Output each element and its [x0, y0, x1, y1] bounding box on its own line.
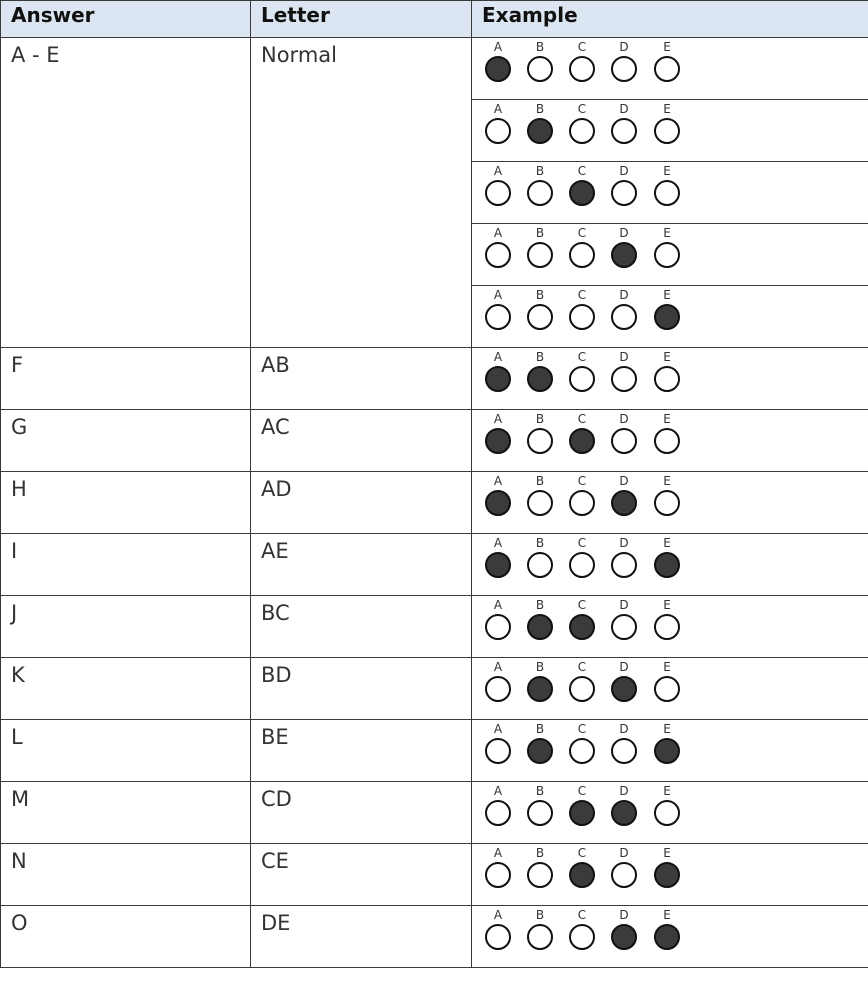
bubble-option — [525, 846, 555, 888]
empty-bubble-icon — [527, 552, 553, 578]
empty-bubble-icon — [527, 800, 553, 826]
letter-cell: BD — [251, 658, 472, 720]
bubble-option — [609, 226, 639, 268]
filled-bubble-icon — [569, 614, 595, 640]
bubble-option — [525, 598, 555, 640]
empty-bubble-icon — [569, 924, 595, 950]
bubble-letter: B — [535, 40, 545, 54]
bubble-letter: B — [535, 226, 545, 240]
bubble-option — [567, 474, 597, 516]
bubble-option — [567, 598, 597, 640]
bubble-letter: A — [493, 288, 503, 302]
answer-cell: F — [1, 348, 251, 410]
bubble-option — [609, 412, 639, 454]
bubble-letter: A — [493, 350, 503, 364]
empty-bubble-icon — [569, 242, 595, 268]
bubble-option — [483, 660, 513, 702]
bubble-letter: B — [535, 412, 545, 426]
bubble-group — [472, 534, 868, 595]
answer-cell: M — [1, 782, 251, 844]
bubble-letter: A — [493, 226, 503, 240]
bubble-letter: A — [493, 660, 503, 674]
bubble-letter: E — [663, 164, 671, 178]
filled-bubble-icon — [569, 800, 595, 826]
bubble-group — [472, 720, 868, 781]
example-cell — [472, 348, 868, 410]
bubble-option — [652, 598, 682, 640]
bubble-letter: C — [577, 412, 587, 426]
filled-bubble-icon — [611, 800, 637, 826]
empty-bubble-icon — [569, 676, 595, 702]
bubble-option — [525, 536, 555, 578]
empty-bubble-icon — [527, 924, 553, 950]
empty-bubble-icon — [527, 180, 553, 206]
example-cell — [472, 472, 868, 534]
empty-bubble-icon — [654, 56, 680, 82]
bubble-option — [652, 474, 682, 516]
bubble-option — [609, 40, 639, 82]
bubble-letter: D — [619, 846, 629, 860]
empty-bubble-icon — [527, 242, 553, 268]
bubble-group — [472, 410, 868, 471]
filled-bubble-icon — [485, 366, 511, 392]
bubble-letter: E — [663, 288, 671, 302]
filled-bubble-icon — [569, 862, 595, 888]
empty-bubble-icon — [611, 180, 637, 206]
bubble-option — [652, 164, 682, 206]
bubble-group — [472, 224, 868, 285]
empty-bubble-icon — [611, 552, 637, 578]
bubble-letter: B — [535, 846, 545, 860]
bubble-option — [525, 226, 555, 268]
example-cell — [472, 844, 868, 906]
letter-cell: Normal — [251, 38, 472, 348]
empty-bubble-icon — [485, 924, 511, 950]
bubble-letter: C — [577, 660, 587, 674]
bubble-option — [483, 102, 513, 144]
bubble-letter: C — [577, 102, 587, 116]
header-example: Example — [472, 1, 868, 38]
bubble-letter: D — [619, 722, 629, 736]
bubble-letter: A — [493, 474, 503, 488]
empty-bubble-icon — [527, 428, 553, 454]
letter-cell: AC — [251, 410, 472, 472]
bubble-option — [483, 350, 513, 392]
bubble-group — [472, 100, 868, 161]
empty-bubble-icon — [654, 242, 680, 268]
bubble-option — [652, 412, 682, 454]
bubble-letter: B — [535, 474, 545, 488]
bubble-letter: B — [535, 660, 545, 674]
filled-bubble-icon — [611, 676, 637, 702]
header-row — [1, 1, 868, 38]
bubble-option — [652, 350, 682, 392]
bubble-letter: A — [493, 40, 503, 54]
filled-bubble-icon — [485, 56, 511, 82]
bubble-option — [525, 102, 555, 144]
empty-bubble-icon — [485, 862, 511, 888]
bubble-letter: C — [577, 226, 587, 240]
bubble-option — [525, 288, 555, 330]
bubble-option — [567, 908, 597, 950]
filled-bubble-icon — [485, 428, 511, 454]
bubble-option — [483, 846, 513, 888]
bubble-letter: D — [619, 908, 629, 922]
bubble-option — [567, 288, 597, 330]
bubble-letter: D — [619, 412, 629, 426]
table-row — [1, 720, 868, 782]
empty-bubble-icon — [485, 614, 511, 640]
bubble-option — [567, 226, 597, 268]
bubble-option — [525, 40, 555, 82]
bubble-group — [472, 472, 868, 533]
bubble-letter: D — [619, 40, 629, 54]
bubble-letter: C — [577, 784, 587, 798]
filled-bubble-icon — [654, 924, 680, 950]
bubble-letter: D — [619, 598, 629, 612]
bubble-letter: E — [663, 908, 671, 922]
empty-bubble-icon — [611, 428, 637, 454]
bubble-letter: D — [619, 350, 629, 364]
filled-bubble-icon — [527, 676, 553, 702]
bubble-letter: B — [535, 288, 545, 302]
empty-bubble-icon — [611, 738, 637, 764]
answer-cell: J — [1, 596, 251, 658]
empty-bubble-icon — [485, 304, 511, 330]
table-row — [1, 534, 868, 596]
bubble-option — [525, 350, 555, 392]
bubble-letter: E — [663, 846, 671, 860]
empty-bubble-icon — [569, 304, 595, 330]
bubble-option — [609, 536, 639, 578]
bubble-option — [567, 102, 597, 144]
bubble-option — [609, 660, 639, 702]
answer-cell: I — [1, 534, 251, 596]
bubble-letter: B — [535, 598, 545, 612]
bubble-option — [652, 784, 682, 826]
empty-bubble-icon — [654, 490, 680, 516]
filled-bubble-icon — [527, 738, 553, 764]
empty-bubble-icon — [654, 800, 680, 826]
bubble-letter: D — [619, 660, 629, 674]
filled-bubble-icon — [569, 180, 595, 206]
filled-bubble-icon — [611, 490, 637, 516]
bubble-option — [652, 40, 682, 82]
bubble-letter: A — [493, 598, 503, 612]
bubble-letter: E — [663, 102, 671, 116]
header-answer: Answer — [1, 1, 251, 38]
filled-bubble-icon — [654, 552, 680, 578]
bubble-option — [609, 474, 639, 516]
bubble-option — [652, 722, 682, 764]
filled-bubble-icon — [485, 552, 511, 578]
bubble-option — [483, 908, 513, 950]
bubble-group — [472, 596, 868, 657]
bubble-letter: A — [493, 164, 503, 178]
empty-bubble-icon — [654, 366, 680, 392]
bubble-option — [609, 164, 639, 206]
bubble-option — [652, 102, 682, 144]
bubble-option — [483, 412, 513, 454]
filled-bubble-icon — [527, 366, 553, 392]
bubble-option — [525, 784, 555, 826]
bubble-group — [472, 348, 868, 409]
bubble-letter: C — [577, 164, 587, 178]
table-row — [1, 844, 868, 906]
bubble-letter: E — [663, 784, 671, 798]
empty-bubble-icon — [569, 490, 595, 516]
empty-bubble-icon — [527, 56, 553, 82]
bubble-letter: C — [577, 846, 587, 860]
bubble-letter: A — [493, 102, 503, 116]
bubble-option — [525, 722, 555, 764]
bubble-letter: A — [493, 846, 503, 860]
bubble-letter: B — [535, 536, 545, 550]
bubble-letter: D — [619, 102, 629, 116]
bubble-option — [483, 164, 513, 206]
example-cell — [472, 38, 868, 100]
empty-bubble-icon — [569, 738, 595, 764]
bubble-letter: C — [577, 536, 587, 550]
bubble-option — [567, 164, 597, 206]
table-row — [1, 472, 868, 534]
bubble-option — [567, 40, 597, 82]
empty-bubble-icon — [654, 676, 680, 702]
bubble-option — [567, 722, 597, 764]
empty-bubble-icon — [611, 614, 637, 640]
bubble-letter: A — [493, 908, 503, 922]
bubble-letter: E — [663, 536, 671, 550]
bubble-letter: E — [663, 474, 671, 488]
bubble-option — [609, 784, 639, 826]
bubble-letter: C — [577, 40, 587, 54]
bubble-letter: C — [577, 288, 587, 302]
bubble-letter: B — [535, 350, 545, 364]
bubble-letter: E — [663, 412, 671, 426]
bubble-option — [652, 536, 682, 578]
filled-bubble-icon — [611, 924, 637, 950]
empty-bubble-icon — [611, 56, 637, 82]
bubble-letter: E — [663, 226, 671, 240]
answer-cell: G — [1, 410, 251, 472]
bubble-option — [483, 598, 513, 640]
empty-bubble-icon — [654, 180, 680, 206]
empty-bubble-icon — [569, 56, 595, 82]
example-cell — [472, 658, 868, 720]
empty-bubble-icon — [569, 366, 595, 392]
answer-cell: H — [1, 472, 251, 534]
bubble-letter: D — [619, 226, 629, 240]
bubble-group — [472, 162, 868, 223]
bubble-letter: B — [535, 784, 545, 798]
bubble-option — [609, 350, 639, 392]
bubble-group — [472, 906, 868, 967]
header-letter: Letter — [251, 1, 472, 38]
filled-bubble-icon — [654, 304, 680, 330]
bubble-group — [472, 658, 868, 719]
answer-cell: L — [1, 720, 251, 782]
bubble-letter: A — [493, 412, 503, 426]
bubble-letter: A — [493, 722, 503, 736]
bubble-letter: A — [493, 536, 503, 550]
example-cell — [472, 410, 868, 472]
example-cell — [472, 906, 868, 968]
empty-bubble-icon — [654, 428, 680, 454]
example-cell — [472, 162, 868, 224]
bubble-letter: D — [619, 536, 629, 550]
bubble-option — [567, 536, 597, 578]
example-cell — [472, 534, 868, 596]
bubble-option — [609, 598, 639, 640]
bubble-option — [525, 660, 555, 702]
empty-bubble-icon — [527, 490, 553, 516]
bubble-letter: B — [535, 164, 545, 178]
bubble-letter: C — [577, 474, 587, 488]
example-cell — [472, 286, 868, 348]
letter-cell: DE — [251, 906, 472, 968]
bubble-letter: C — [577, 722, 587, 736]
filled-bubble-icon — [527, 118, 553, 144]
empty-bubble-icon — [654, 118, 680, 144]
answer-cell: N — [1, 844, 251, 906]
bubble-option — [525, 474, 555, 516]
bubble-option — [483, 536, 513, 578]
bubble-letter: A — [493, 784, 503, 798]
empty-bubble-icon — [527, 862, 553, 888]
table-row — [1, 38, 868, 100]
filled-bubble-icon — [569, 428, 595, 454]
example-cell — [472, 596, 868, 658]
empty-bubble-icon — [485, 676, 511, 702]
answer-cell: K — [1, 658, 251, 720]
bubble-option — [483, 784, 513, 826]
empty-bubble-icon — [485, 800, 511, 826]
bubble-letter: D — [619, 784, 629, 798]
bubble-option — [609, 288, 639, 330]
bubble-letter: D — [619, 288, 629, 302]
bubble-option — [483, 722, 513, 764]
empty-bubble-icon — [569, 118, 595, 144]
bubble-group — [472, 844, 868, 905]
bubble-letter: C — [577, 598, 587, 612]
filled-bubble-icon — [654, 862, 680, 888]
letter-cell: AD — [251, 472, 472, 534]
bubble-option — [609, 846, 639, 888]
empty-bubble-icon — [527, 304, 553, 330]
bubble-option — [652, 226, 682, 268]
letter-cell: AE — [251, 534, 472, 596]
table-row — [1, 596, 868, 658]
example-cell — [472, 100, 868, 162]
bubble-letter: B — [535, 722, 545, 736]
bubble-letter: C — [577, 350, 587, 364]
table-row — [1, 782, 868, 844]
bubble-option — [525, 908, 555, 950]
empty-bubble-icon — [485, 738, 511, 764]
empty-bubble-icon — [485, 242, 511, 268]
table-row — [1, 658, 868, 720]
bubble-option — [609, 102, 639, 144]
bubble-option — [567, 784, 597, 826]
bubble-option — [652, 288, 682, 330]
letter-cell: CD — [251, 782, 472, 844]
bubble-option — [652, 660, 682, 702]
example-cell — [472, 720, 868, 782]
table-row — [1, 348, 868, 410]
bubble-group — [472, 782, 868, 843]
empty-bubble-icon — [611, 366, 637, 392]
letter-cell: BE — [251, 720, 472, 782]
letter-cell: AB — [251, 348, 472, 410]
bubble-letter: E — [663, 660, 671, 674]
answer-cell: O — [1, 906, 251, 968]
bubble-option — [652, 908, 682, 950]
example-cell — [472, 224, 868, 286]
bubble-letter: E — [663, 40, 671, 54]
bubble-letter: D — [619, 164, 629, 178]
bubble-letter: B — [535, 908, 545, 922]
bubble-letter: E — [663, 598, 671, 612]
bubble-option — [525, 164, 555, 206]
bubble-option — [609, 722, 639, 764]
bubble-letter: D — [619, 474, 629, 488]
filled-bubble-icon — [654, 738, 680, 764]
bubble-letter: E — [663, 350, 671, 364]
example-cell — [472, 782, 868, 844]
answer-cell: A - E — [1, 38, 251, 348]
table-row — [1, 906, 868, 968]
empty-bubble-icon — [611, 862, 637, 888]
bubble-letter: E — [663, 722, 671, 736]
bubble-letter: C — [577, 908, 587, 922]
bubble-option — [483, 474, 513, 516]
empty-bubble-icon — [569, 552, 595, 578]
bubble-option — [483, 288, 513, 330]
bubble-option — [483, 40, 513, 82]
bubble-option — [652, 846, 682, 888]
table-row — [1, 410, 868, 472]
bubble-option — [567, 412, 597, 454]
letter-cell: BC — [251, 596, 472, 658]
bubble-option — [483, 226, 513, 268]
filled-bubble-icon — [611, 242, 637, 268]
filled-bubble-icon — [527, 614, 553, 640]
bubble-option — [609, 908, 639, 950]
bubble-option — [567, 660, 597, 702]
bubble-group — [472, 38, 868, 99]
bubble-letter: B — [535, 102, 545, 116]
bubble-option — [567, 350, 597, 392]
empty-bubble-icon — [485, 118, 511, 144]
empty-bubble-icon — [654, 614, 680, 640]
empty-bubble-icon — [611, 304, 637, 330]
bubble-option — [525, 412, 555, 454]
empty-bubble-icon — [611, 118, 637, 144]
filled-bubble-icon — [485, 490, 511, 516]
letter-cell: CE — [251, 844, 472, 906]
table-body — [1, 38, 868, 968]
bubble-group — [472, 286, 868, 347]
bubble-option — [567, 846, 597, 888]
empty-bubble-icon — [485, 180, 511, 206]
